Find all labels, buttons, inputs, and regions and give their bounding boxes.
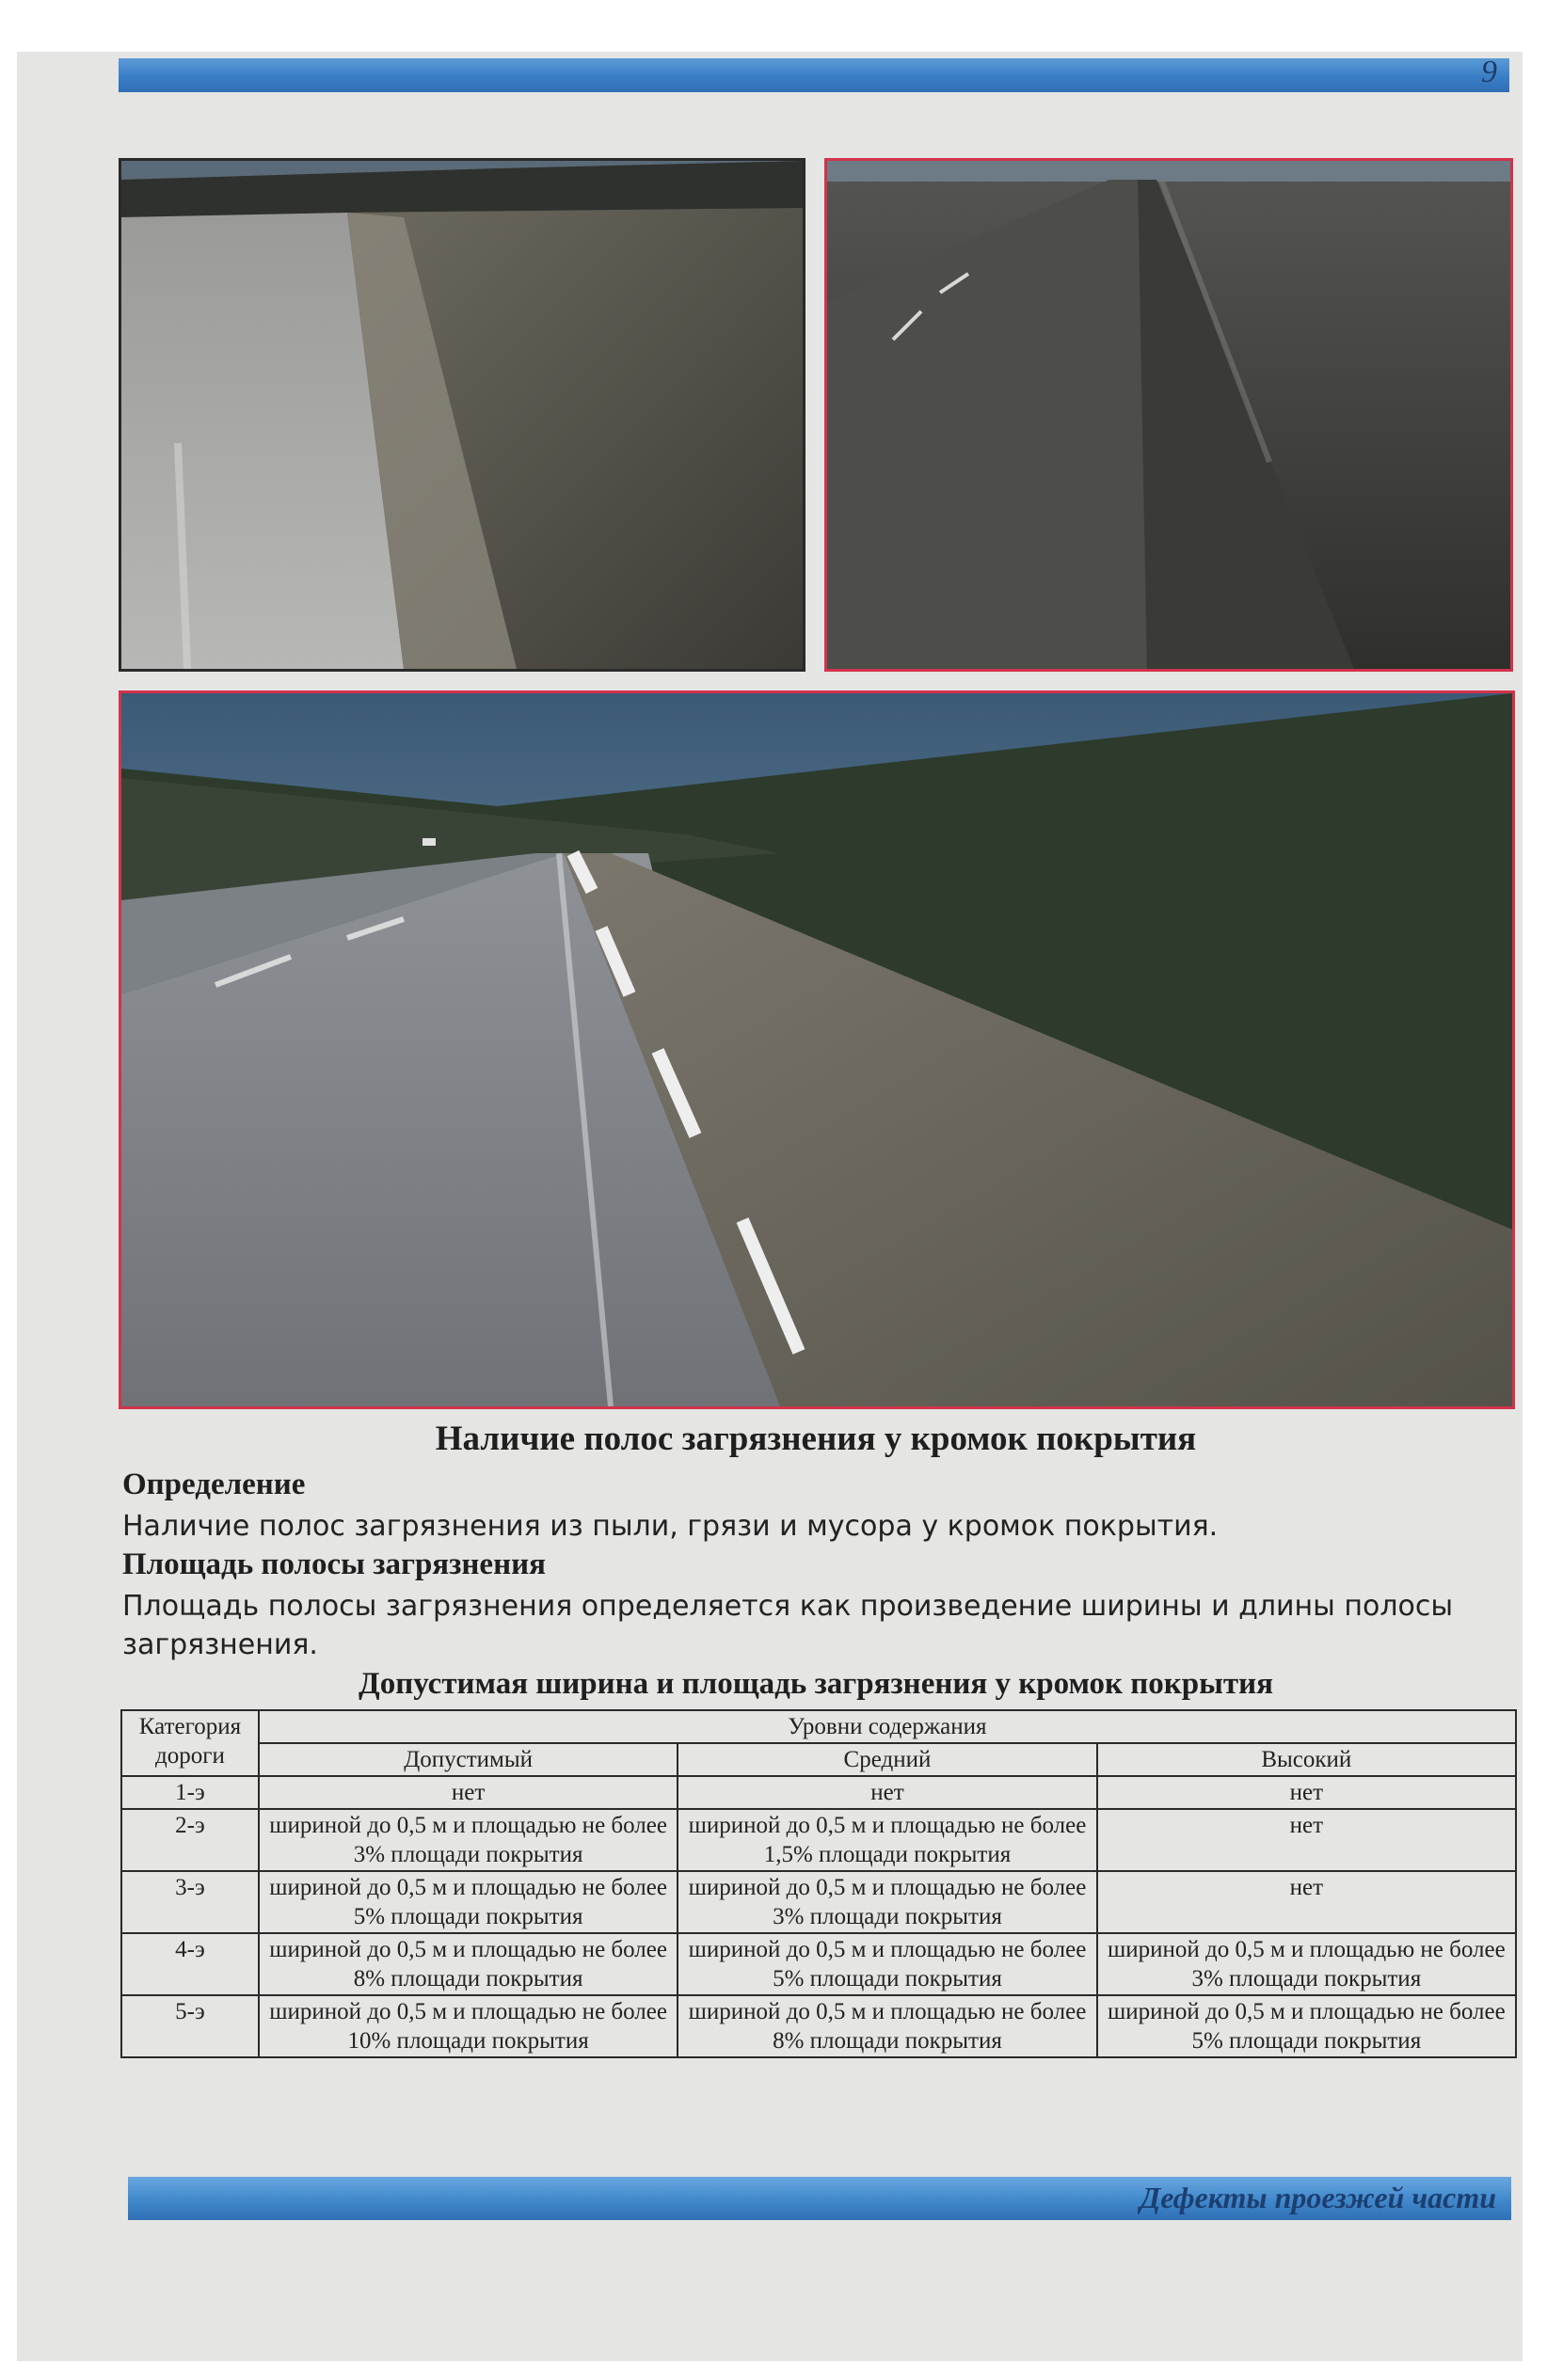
- category-cell: 1-э: [121, 1776, 259, 1809]
- level-header: Допустимый: [259, 1743, 678, 1776]
- road-edge-grass-photo: [119, 158, 805, 672]
- category-cell: 5-э: [121, 1995, 259, 2057]
- table-cell: шириной до 0,5 м и площадью не более 1,5% площади покрытия: [678, 1809, 1096, 1871]
- section-title: Наличие полос загрязнения у кромок покрытия: [435, 1420, 1197, 1458]
- table-cell: нет: [1097, 1776, 1516, 1809]
- table-title: Допустимая ширина и площадь загрязнения у кромок покрытия: [358, 1667, 1273, 1701]
- category-header: Категория дороги: [121, 1710, 259, 1776]
- table-cell: шириной до 0,5 м и площадью не более 5% площади покрытия: [1097, 1995, 1516, 2057]
- table-cell: шириной до 0,5 м и площадью не более 3% площади покрытия: [678, 1871, 1096, 1933]
- header-band: [119, 58, 1509, 92]
- category-cell: 3-э: [121, 1871, 259, 1933]
- page-number: 9: [1481, 55, 1497, 89]
- table-subheader-row: [121, 1743, 1516, 1776]
- table-header-row: [121, 1710, 1516, 1743]
- table-row: [121, 1809, 1516, 1871]
- table-cell: шириной до 0,5 м и площадью не более 3% площади покрытия: [259, 1809, 678, 1871]
- table-cell: нет: [678, 1776, 1096, 1809]
- level-header: Средний: [678, 1743, 1096, 1776]
- category-cell: 4-э: [121, 1933, 259, 1995]
- table-row: [121, 1995, 1516, 2057]
- table-cell: нет: [1097, 1809, 1516, 1871]
- road-straight-photo: [824, 158, 1513, 672]
- definition-text: Наличие полос загрязнения из пыли, грязи и мусора у кромок покрытия.: [122, 1510, 1219, 1543]
- table-cell: шириной до 0,5 м и площадью не более 8% площади покрытия: [678, 1995, 1096, 2057]
- table-cell: шириной до 0,5 м и площадью не более 10% площади покрытия: [259, 1995, 678, 2057]
- area-heading: Площадь полосы загрязнения: [122, 1547, 546, 1581]
- table-cell: шириной до 0,5 м и площадью не более 5% площади покрытия: [259, 1871, 678, 1933]
- table-cell: шириной до 0,5 м и площадью не более 5% площади покрытия: [678, 1933, 1096, 1995]
- footer-label: Дефекты проезжей части: [1140, 2181, 1496, 2214]
- scan-margin: [0, 0, 17, 2380]
- road-hill-photo: [119, 690, 1515, 1409]
- area-text: Площадь полосы загрязнения определяется как произведение ширины и длины полосы загрязнения.: [122, 1590, 1454, 1661]
- level-header: Высокий: [1097, 1743, 1516, 1776]
- table-row: [121, 1776, 1516, 1809]
- table-cell: шириной до 0,5 м и площадью не более 3% площади покрытия: [1097, 1933, 1516, 1995]
- category-cell: 2-э: [121, 1809, 259, 1871]
- table-row: [121, 1871, 1516, 1933]
- table-cell: нет: [1097, 1871, 1516, 1933]
- table-cell: нет: [259, 1776, 678, 1809]
- levels-table: [120, 1709, 1517, 2058]
- levels-header: Уровни содержания: [259, 1710, 1516, 1743]
- footer-band: [128, 2177, 1511, 2220]
- table-cell: шириной до 0,5 м и площадью не более 8% площади покрытия: [259, 1933, 678, 1995]
- table-row: [121, 1933, 1516, 1995]
- definition-heading: Определение: [122, 1468, 306, 1501]
